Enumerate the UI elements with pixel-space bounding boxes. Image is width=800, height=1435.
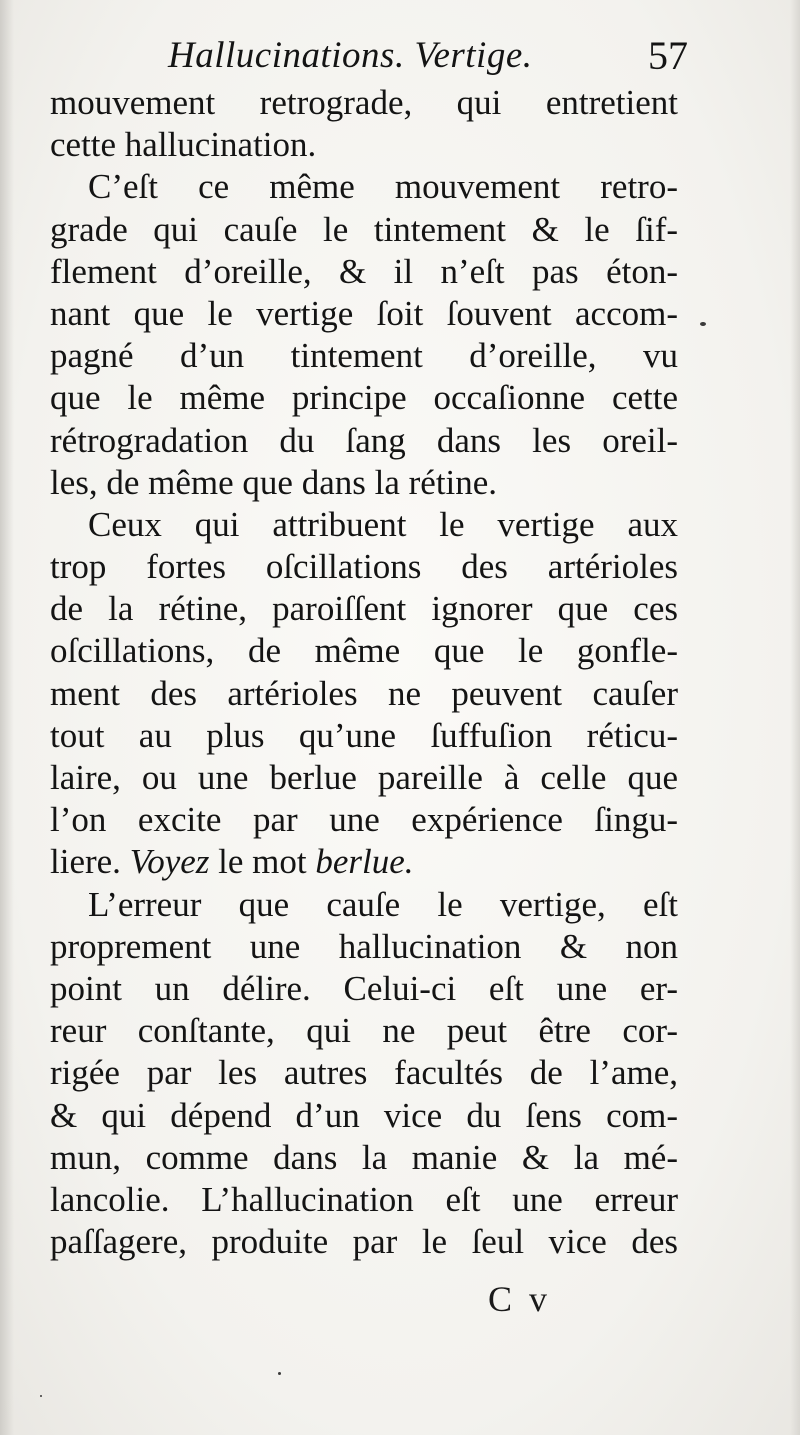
italic-text: Voyez — [129, 842, 210, 882]
text-line: & qui dépend d’un vice du ſens com- — [50, 1095, 678, 1135]
text-line: l’on excite par une expérience ſingu- — [50, 800, 678, 840]
ink-speck — [40, 1395, 42, 1397]
text-line: paſſagere, produite par le ſeul vice des — [50, 1222, 678, 1262]
text-line: mouvement retrograde, qui entretient — [50, 83, 678, 122]
text-line: flement d’oreille, & il n’eſt pas éton- — [50, 251, 678, 291]
text-line: oſcillations, de même que le gonfle- — [50, 631, 678, 671]
text-line: trop fortes oſcillations des artérioles — [50, 547, 678, 587]
page-header — [168, 30, 688, 82]
text-line: Ceux qui attribuent le vertige aux — [88, 504, 678, 544]
text-line: point un délire. Celui-ci eſt une er- — [50, 968, 678, 1008]
text-line: tout au plus qu’une ſuffuſion réticu- — [50, 715, 678, 755]
text-line: rigée par les autres facultés de l’ame, — [50, 1053, 678, 1093]
text-line — [50, 841, 678, 883]
page-right-shadow — [790, 0, 800, 1435]
text-line: lancolie. L’hallucination eſt une erreur — [50, 1179, 678, 1219]
text-line: grade qui cauſe le tintement & le ſif- — [50, 209, 678, 249]
page-number: 57 — [648, 33, 688, 78]
text-line: C’eſt ce même mouvement retro- — [88, 167, 678, 207]
text-line: laire, ou une berlue pareille à celle que — [50, 758, 678, 797]
text-line: proprement une hallucination & non — [50, 926, 678, 966]
signature-mark: C v — [488, 1279, 552, 1319]
text-line: cette hallucination. — [50, 125, 317, 165]
text-line: rétrogradation du ſang dans les oreil- — [50, 420, 678, 460]
text-run: liere. — [50, 842, 130, 882]
page-left-shadow — [0, 0, 14, 1435]
ink-speck — [278, 1372, 281, 1375]
text-line: les, de même que dans la rétine. — [50, 462, 498, 502]
body-text — [50, 82, 678, 1263]
text-line: nant que le vertige ſoit ſouvent accom- — [50, 293, 678, 333]
ink-speck — [700, 322, 706, 326]
running-title: Hallucinations. Vertige. — [168, 35, 533, 76]
text-line: pagné d’un tintement d’oreille, vu — [50, 336, 678, 376]
text-line: ment des artérioles ne peuvent cauſer — [50, 673, 678, 713]
text-line: mun, comme dans la manie & la mé- — [50, 1137, 678, 1177]
text-line: reur conſtante, qui ne peut être cor- — [50, 1011, 678, 1051]
text-line: L’erreur que cauſe le vertige, eſt — [88, 884, 678, 924]
italic-text: berlue. — [315, 842, 414, 882]
text-run: le mot — [209, 842, 316, 882]
text-line: que le même principe occaſionne cette — [50, 378, 678, 418]
text-line: de la rétine, paroiſſent ignorer que ces — [50, 589, 678, 629]
